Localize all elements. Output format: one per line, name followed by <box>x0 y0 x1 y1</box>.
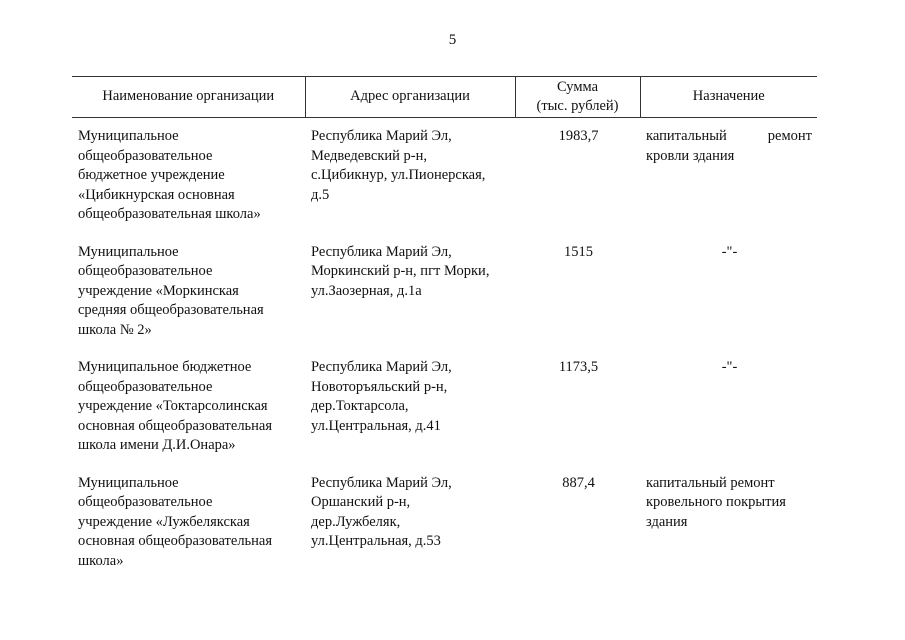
purpose-line: кровельного покрытия <box>646 494 786 510</box>
name-line: общеобразовательное <box>78 378 213 395</box>
address-line: Республика Марий Эл, <box>311 243 452 260</box>
amount-cell: 1173,5 <box>558 359 599 375</box>
purpose-cell <box>640 118 817 243</box>
table-row <box>72 474 817 572</box>
amount-cell: 1515 <box>564 243 593 260</box>
address-line: д.5 <box>311 186 330 203</box>
purpose-line: здания <box>646 513 688 530</box>
purpose-line: капитальный ремонт <box>646 474 775 491</box>
purpose-word: капитальный <box>646 128 727 144</box>
address-line: ул.Центральная, д.53 <box>311 533 441 549</box>
name-line: общеобразовательная школа» <box>78 206 261 222</box>
organization-address-cell <box>305 474 515 572</box>
header-purpose: Назначение <box>640 77 817 118</box>
name-line: школа» <box>78 552 124 569</box>
organization-address-cell <box>305 358 515 474</box>
address-line: Новоторъяльский р-н, <box>311 378 448 395</box>
organizations-table <box>72 76 817 571</box>
table-row <box>72 118 817 243</box>
address-line: дер.Лужбеляк, <box>311 513 401 530</box>
organization-name-cell <box>72 358 305 474</box>
header-amount-line2: (тыс. рублей) <box>536 98 619 114</box>
purpose-cell <box>640 243 817 359</box>
address-line: с.Цибикнур, ул.Пионерская, <box>311 167 486 183</box>
header-amount-line1: Сумма <box>556 78 599 95</box>
name-line: основная общеобразовательная <box>78 533 273 549</box>
purpose-word: ремонт <box>767 128 812 144</box>
name-line: школа № 2» <box>78 321 152 338</box>
purpose-ditto-mark: -"- <box>721 359 738 375</box>
purpose-line <box>646 127 812 147</box>
name-line: школа имени Д.И.Онара» <box>78 437 236 453</box>
name-line: Муниципальное <box>78 474 179 491</box>
amount-cell: 887,4 <box>562 474 595 491</box>
name-line: общеобразовательное <box>78 494 213 510</box>
organization-name-cell <box>72 474 305 572</box>
name-line: бюджетное учреждение <box>78 167 225 183</box>
address-line: Медведевский р-н, <box>311 147 427 164</box>
address-line: Моркинский р-н, пгт Морки, <box>311 263 490 279</box>
name-line: Муниципальное <box>78 128 179 144</box>
name-line: учреждение «Токтарсолинская <box>78 398 268 414</box>
name-line: Муниципальное <box>78 243 179 260</box>
address-line: ул.Заозерная, д.1а <box>311 282 422 299</box>
name-line: общеобразовательное <box>78 147 213 164</box>
address-line: Республика Марий Эл, <box>311 359 452 375</box>
organization-name-cell <box>72 118 305 243</box>
organization-address-cell <box>305 243 515 359</box>
header-organization-address: Адрес организации <box>305 77 515 118</box>
name-line: учреждение «Лужбелякская <box>78 513 250 530</box>
table-row <box>72 243 817 359</box>
address-line: ул.Центральная, д.41 <box>311 417 441 434</box>
name-line: основная общеобразовательная <box>78 417 273 434</box>
organization-address-cell <box>305 118 515 243</box>
name-line: «Цибикнурская основная <box>78 186 235 203</box>
purpose-ditto-mark: -"- <box>721 243 738 260</box>
name-line: Муниципальное бюджетное <box>78 359 252 375</box>
header-amount <box>515 77 640 118</box>
purpose-line: кровли здания <box>646 147 735 164</box>
header-organization-name: Наименование организации <box>72 77 305 118</box>
page-number: 5 <box>448 32 457 48</box>
address-line: дер.Токтарсола, <box>311 398 409 414</box>
table-row <box>72 358 817 474</box>
organization-name-cell <box>72 243 305 359</box>
address-line: Республика Марий Эл, <box>311 474 452 491</box>
table-header-row <box>72 77 817 118</box>
name-line: общеобразовательное <box>78 263 213 279</box>
amount-cell: 1983,7 <box>558 128 599 144</box>
address-line: Оршанский р-н, <box>311 494 411 510</box>
address-line: Республика Марий Эл, <box>311 128 452 144</box>
name-line: средняя общеобразовательная <box>78 302 264 318</box>
purpose-cell <box>640 358 817 474</box>
purpose-cell <box>640 474 817 572</box>
name-line: учреждение «Моркинская <box>78 282 239 299</box>
